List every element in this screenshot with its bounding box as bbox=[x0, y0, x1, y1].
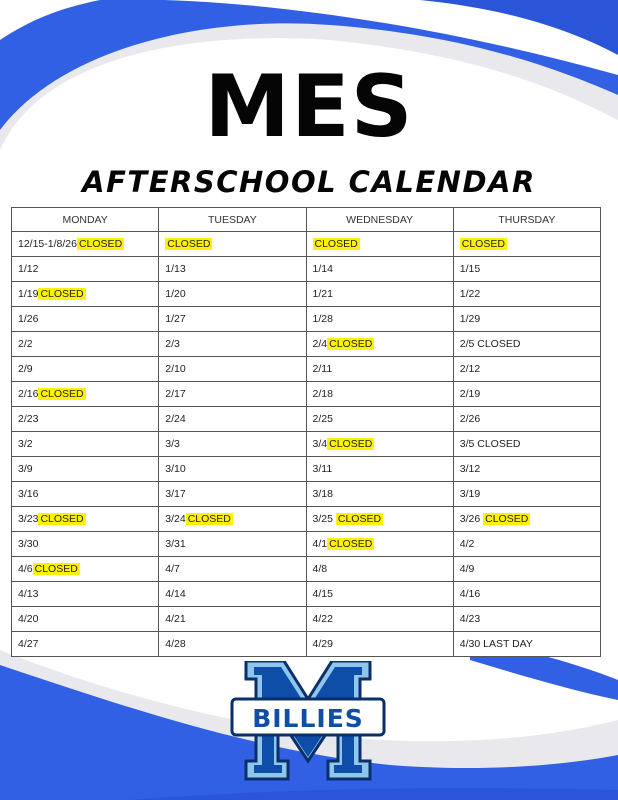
cell-date: 3/9 bbox=[18, 463, 33, 475]
calendar-cell bbox=[453, 457, 600, 482]
cell-date: 3/26 bbox=[459, 513, 484, 525]
cell-date: 4/14 bbox=[165, 588, 186, 600]
calendar-cell bbox=[12, 582, 159, 607]
calendar-row bbox=[12, 507, 601, 532]
page-subtitle: AFTERSCHOOL CALENDAR bbox=[82, 165, 536, 199]
calendar-cell bbox=[306, 457, 453, 482]
cell-date: 2/5 CLOSED bbox=[459, 338, 521, 350]
cell-date: 3/19 bbox=[459, 488, 481, 500]
calendar-row bbox=[12, 257, 601, 282]
cell-date: 4/30 LAST DAY bbox=[459, 638, 533, 650]
calendar-cell bbox=[159, 482, 306, 507]
calendar-cell bbox=[159, 307, 306, 332]
cell-date: 4/28 bbox=[165, 638, 186, 650]
cell-date: 3/16 bbox=[18, 488, 39, 500]
cell-date: 4/13 bbox=[18, 588, 39, 600]
calendar-cell bbox=[306, 532, 453, 557]
calendar-cell bbox=[12, 532, 159, 557]
calendar-row bbox=[12, 607, 601, 632]
calendar-cell bbox=[12, 482, 159, 507]
calendar-header-row bbox=[12, 208, 601, 232]
calendar-cell bbox=[453, 307, 600, 332]
calendar-row bbox=[12, 332, 601, 357]
calendar-cell bbox=[159, 632, 306, 657]
cell-date: 4/29 bbox=[312, 638, 333, 650]
calendar-cell bbox=[306, 557, 453, 582]
cell-date: 2/19 bbox=[459, 388, 481, 400]
cell-date: 1/27 bbox=[165, 313, 186, 325]
calendar-cell bbox=[306, 307, 453, 332]
cell-date: 2/11 bbox=[312, 363, 333, 375]
closed-badge: CLOSED bbox=[329, 338, 373, 350]
calendar-cell bbox=[159, 557, 306, 582]
cell-date: 12/15-1/8/26 bbox=[18, 238, 77, 250]
calendar-cell bbox=[306, 507, 453, 532]
calendar-cell bbox=[453, 382, 600, 407]
closed-badge: CLOSED bbox=[314, 238, 358, 250]
cell-date: 3/30 bbox=[18, 538, 39, 550]
calendar-cell bbox=[453, 482, 600, 507]
cell-date: 2/4 bbox=[312, 338, 328, 350]
logo-text: BILLIES bbox=[252, 704, 364, 733]
calendar-row bbox=[12, 457, 601, 482]
closed-badge: CLOSED bbox=[40, 513, 84, 525]
cell-date: 3/18 bbox=[312, 488, 333, 500]
calendar-cell bbox=[159, 457, 306, 482]
page-title: MES bbox=[204, 57, 414, 157]
cell-date: 2/2 bbox=[18, 338, 33, 350]
cell-date: 2/10 bbox=[165, 363, 186, 375]
closed-badge: CLOSED bbox=[40, 288, 84, 300]
calendar-cell bbox=[12, 632, 159, 657]
calendar-cell bbox=[159, 232, 306, 257]
cell-date: 3/3 bbox=[165, 438, 180, 450]
calendar-row bbox=[12, 432, 601, 457]
calendar-cell bbox=[12, 282, 159, 307]
cell-date: 4/8 bbox=[312, 563, 328, 575]
closed-badge: CLOSED bbox=[34, 563, 78, 575]
closed-badge: CLOSED bbox=[485, 513, 529, 525]
calendar-row bbox=[12, 382, 601, 407]
cell-date: 3/5 CLOSED bbox=[459, 438, 521, 450]
calendar-cell bbox=[12, 407, 159, 432]
cell-date: 2/12 bbox=[459, 363, 481, 375]
cell-date: 2/16 bbox=[18, 388, 39, 400]
calendar-cell bbox=[453, 557, 600, 582]
calendar-row bbox=[12, 407, 601, 432]
calendar-cell bbox=[306, 632, 453, 657]
calendar-table bbox=[11, 207, 601, 657]
cell-date: 1/26 bbox=[18, 313, 39, 325]
cell-date: 1/12 bbox=[18, 263, 39, 275]
calendar-cell bbox=[159, 607, 306, 632]
cell-date: 3/12 bbox=[459, 463, 481, 475]
cell-date: 2/9 bbox=[18, 363, 33, 375]
cell-date: 3/23 bbox=[18, 513, 39, 525]
column-header: WEDNESDAY bbox=[306, 208, 453, 232]
cell-date: 2/24 bbox=[165, 413, 186, 425]
calendar-cell bbox=[306, 357, 453, 382]
cell-date: 1/15 bbox=[459, 263, 481, 275]
calendar-cell bbox=[306, 482, 453, 507]
calendar-row bbox=[12, 632, 601, 657]
cell-date: 4/15 bbox=[312, 588, 333, 600]
cell-date: 2/17 bbox=[165, 388, 186, 400]
calendar-cell bbox=[306, 407, 453, 432]
cell-date: 4/23 bbox=[459, 613, 481, 625]
calendar-cell bbox=[12, 457, 159, 482]
calendar-cell bbox=[453, 407, 600, 432]
calendar-cell bbox=[12, 357, 159, 382]
closed-badge: CLOSED bbox=[337, 513, 382, 525]
calendar-cell bbox=[159, 582, 306, 607]
calendar-cell bbox=[453, 607, 600, 632]
cell-date: 4/16 bbox=[459, 588, 481, 600]
cell-date: 3/11 bbox=[312, 463, 333, 475]
calendar-cell bbox=[453, 357, 600, 382]
cell-date: 4/9 bbox=[459, 563, 475, 575]
calendar-cell bbox=[306, 257, 453, 282]
closed-badge: CLOSED bbox=[187, 513, 231, 525]
calendar-cell bbox=[12, 307, 159, 332]
cell-date: 4/20 bbox=[18, 613, 39, 625]
calendar-cell bbox=[306, 332, 453, 357]
calendar-cell bbox=[159, 382, 306, 407]
column-header: THURSDAY bbox=[453, 208, 600, 232]
calendar-row bbox=[12, 557, 601, 582]
calendar-cell bbox=[453, 232, 600, 257]
cell-date: 4/21 bbox=[165, 613, 186, 625]
column-header: MONDAY bbox=[12, 208, 159, 232]
calendar-row bbox=[12, 232, 601, 257]
calendar-cell bbox=[12, 557, 159, 582]
calendar-cell bbox=[453, 257, 600, 282]
cell-date: 1/19 bbox=[18, 288, 39, 300]
calendar-body bbox=[12, 232, 601, 657]
calendar-cell bbox=[306, 382, 453, 407]
closed-badge: CLOSED bbox=[461, 238, 505, 250]
calendar-cell bbox=[12, 232, 159, 257]
cell-date: 1/14 bbox=[312, 263, 333, 275]
cell-date: 4/2 bbox=[459, 538, 475, 550]
cell-date: 4/6 bbox=[18, 563, 33, 575]
cell-date: 4/27 bbox=[18, 638, 39, 650]
cell-date: 2/3 bbox=[165, 338, 180, 350]
calendar-row bbox=[12, 482, 601, 507]
calendar-cell bbox=[159, 532, 306, 557]
cell-date: 1/28 bbox=[312, 313, 333, 325]
cell-date: 2/18 bbox=[312, 388, 333, 400]
closed-badge: CLOSED bbox=[78, 238, 123, 250]
cell-date: 1/13 bbox=[165, 263, 186, 275]
calendar-cell bbox=[453, 532, 600, 557]
calendar-cell bbox=[453, 632, 600, 657]
cell-date: 3/31 bbox=[165, 538, 186, 550]
cell-date: 3/25 bbox=[312, 513, 336, 525]
cell-date: 3/24 bbox=[165, 513, 186, 525]
calendar-cell bbox=[306, 432, 453, 457]
calendar-cell bbox=[159, 507, 306, 532]
calendar-cell bbox=[453, 282, 600, 307]
calendar-cell bbox=[12, 432, 159, 457]
cell-date: 4/1 bbox=[312, 538, 328, 550]
calendar-row bbox=[12, 282, 601, 307]
column-header: TUESDAY bbox=[159, 208, 306, 232]
calendar-cell bbox=[159, 357, 306, 382]
calendar-row bbox=[12, 357, 601, 382]
calendar-cell bbox=[159, 257, 306, 282]
cell-date: 3/17 bbox=[165, 488, 186, 500]
closed-badge: CLOSED bbox=[167, 238, 211, 250]
calendar-cell bbox=[306, 607, 453, 632]
closed-badge: CLOSED bbox=[40, 388, 84, 400]
calendar-cell bbox=[12, 382, 159, 407]
cell-date: 2/23 bbox=[18, 413, 39, 425]
calendar-cell bbox=[306, 282, 453, 307]
calendar-cell bbox=[453, 432, 600, 457]
calendar-row bbox=[12, 582, 601, 607]
cell-date: 1/20 bbox=[165, 288, 186, 300]
calendar-cell bbox=[12, 257, 159, 282]
calendar-cell bbox=[453, 582, 600, 607]
cell-date: 4/22 bbox=[312, 613, 333, 625]
cell-date: 3/4 bbox=[312, 438, 328, 450]
calendar-cell bbox=[306, 232, 453, 257]
cell-date: 1/29 bbox=[459, 313, 481, 325]
cell-date: 3/2 bbox=[18, 438, 33, 450]
cell-date: 2/25 bbox=[312, 413, 333, 425]
calendar-cell bbox=[159, 407, 306, 432]
cell-date: 1/22 bbox=[459, 288, 481, 300]
cell-date: 4/7 bbox=[165, 563, 180, 575]
closed-badge: CLOSED bbox=[329, 438, 373, 450]
cell-date: 2/26 bbox=[459, 413, 481, 425]
calendar-cell bbox=[453, 332, 600, 357]
calendar-row bbox=[12, 532, 601, 557]
calendar-cell bbox=[159, 332, 306, 357]
cell-date: 3/10 bbox=[165, 463, 186, 475]
cell-date: 1/21 bbox=[312, 288, 333, 300]
calendar-cell bbox=[306, 582, 453, 607]
closed-badge: CLOSED bbox=[329, 538, 373, 550]
calendar-row bbox=[12, 307, 601, 332]
calendar-cell bbox=[159, 432, 306, 457]
calendar-cell bbox=[12, 332, 159, 357]
calendar-cell bbox=[453, 507, 600, 532]
calendar-cell bbox=[12, 607, 159, 632]
calendar-cell bbox=[159, 282, 306, 307]
calendar-cell bbox=[12, 507, 159, 532]
